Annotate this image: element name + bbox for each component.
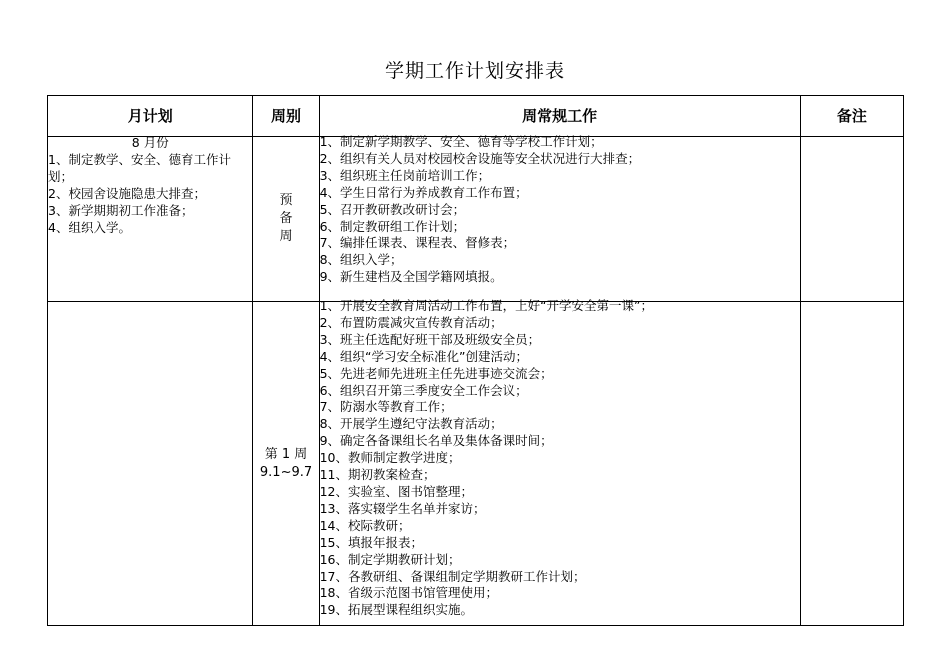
- week-label: 第 1 周: [264, 446, 308, 462]
- list-item: 6、制定教研组工作计划；: [319, 218, 466, 234]
- list-item: 4、组织“学习安全标准化”创建活动；: [319, 348, 529, 364]
- week-cell: [253, 302, 319, 626]
- month-label: 8 月份: [131, 135, 169, 150]
- week-label: 预备周: [279, 193, 293, 244]
- list-item: 1、开展安全教育周活动工作布置，上好“开学安全第一课”；: [319, 298, 654, 313]
- list-item: 2、布置防震减灾宣传教育活动；: [319, 314, 503, 330]
- table-row-week-1: [48, 302, 904, 626]
- list-item: 8、组织入学；: [319, 252, 403, 268]
- routine-work-cell: [319, 134, 800, 302]
- list-item: 9、新生建档及全国学籍网填报。: [319, 269, 503, 285]
- list-item: 7、编排任课表、课程表、督修表；: [319, 235, 516, 251]
- header-notes: 备注: [800, 96, 903, 137]
- notes-cell: [800, 137, 903, 302]
- list-item: 4、学生日常行为养成教育工作布置；: [319, 184, 528, 200]
- list-item: 2、组织有关人员对校园校舍设施等安全状况进行大排查；: [319, 150, 641, 166]
- list-item: 19、拓展型课程组织实施。: [319, 602, 474, 618]
- list-item: 17、各教研组、备课组制定学期教研工作计划；: [319, 568, 586, 584]
- list-item: 1、制定新学期教学、安全、德育等学校工作计划；: [319, 134, 603, 149]
- week-cell: [253, 137, 319, 302]
- list-item: 9、确定各备课组长名单及集体备课时间；: [319, 433, 553, 449]
- month-plan-item: 1、制定教学、安全、德育工作计划；: [48, 152, 231, 184]
- list-item: 18、省级示范图书馆管理使用；: [319, 585, 499, 601]
- list-item: 16、制定学期教研计划；: [319, 551, 461, 567]
- table-row-prep-week: [48, 137, 904, 302]
- list-item: 5、召开教研教改研讨会；: [319, 201, 466, 217]
- header-routine-work: 周常规工作: [319, 96, 800, 137]
- list-item: 5、先进老师先进班主任先进事迹交流会；: [319, 365, 553, 381]
- work-plan-table: [47, 95, 904, 626]
- header-week: 周别: [253, 96, 319, 137]
- list-item: 13、落实辍学生名单并家访；: [319, 500, 486, 516]
- week-date-range: 9.1~9.7: [259, 464, 313, 480]
- list-item: 7、防溺水等教育工作；: [319, 399, 453, 415]
- month-plan-cell: [48, 302, 253, 626]
- list-item: 8、开展学生遵纪守法教育活动；: [319, 416, 503, 432]
- list-item: 12、实验室、图书馆整理；: [319, 483, 474, 499]
- month-plan-cell: [48, 137, 253, 302]
- month-plan-item: 3、新学期期初工作准备；: [48, 203, 194, 218]
- month-plan-item: 4、组织入学。: [48, 220, 131, 235]
- month-plan-item: 2、校园舍设施隐患大排查；: [48, 186, 206, 201]
- list-item: 3、班主任选配好班干部及班级安全员；: [319, 331, 541, 347]
- list-item: 6、组织召开第三季度安全工作会议；: [319, 382, 528, 398]
- table-header-row: [48, 96, 904, 137]
- list-item: 11、期初教案检查；: [319, 467, 436, 483]
- list-item: 14、校际教研；: [319, 517, 411, 533]
- routine-work-cell: [319, 298, 800, 626]
- list-item: 3、组织班主任岗前培训工作；: [319, 167, 491, 183]
- list-item: 10、教师制定教学进度；: [319, 450, 461, 466]
- page-title: 学期工作计划安排表: [384, 60, 565, 82]
- notes-cell: [800, 302, 903, 626]
- header-month-plan: 月计划: [48, 96, 253, 137]
- list-item: 15、填报年报表；: [319, 534, 424, 550]
